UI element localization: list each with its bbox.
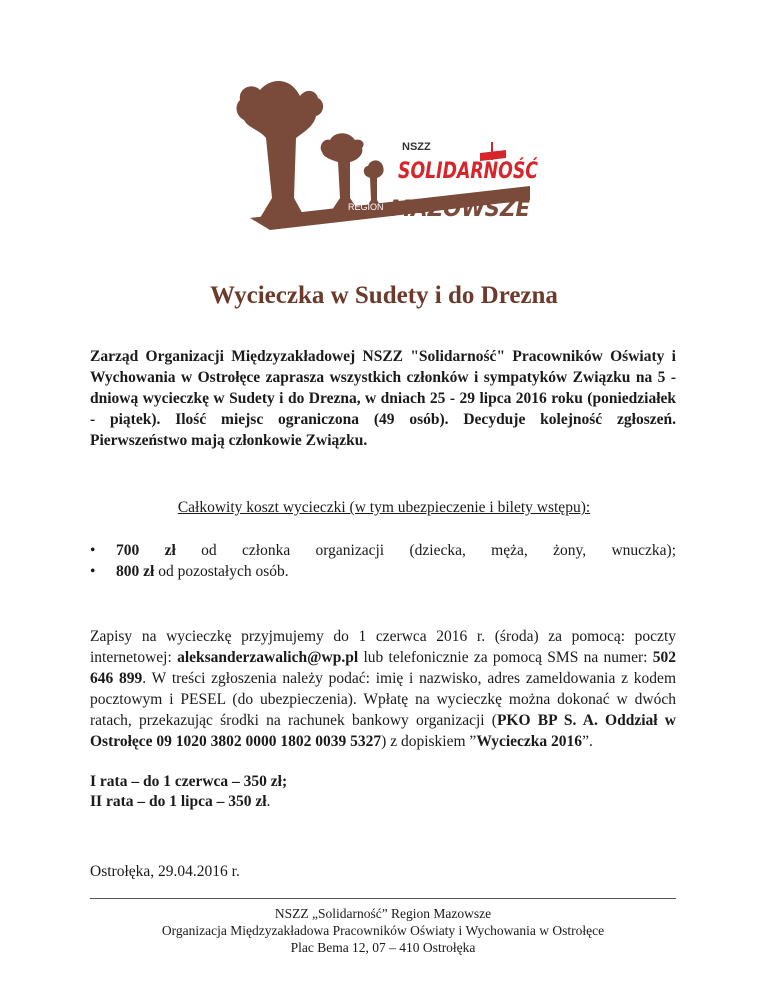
price-member-desc: od członka organizacji (dziecka, męża, żony, wnuczka); (175, 542, 677, 559)
footer-line-1: NSZZ „Solidarność” Region Mazowsze (274, 906, 492, 921)
list-item (90, 561, 676, 582)
intro-paragraph: Zarząd Organizacji Międzyzakładowej NSZZ "Solidarność" Pracowników Oświaty i Wychowania w Ostrołęce zaprasza wszystkich członków i sympatyków Związku na 5 - dniową wycieczkę w Sudety i do Drezna, w dniach 25 - 29 lipca 2016 roku (poniedziałek - piątek). Ilość miejsc ograniczona (49 osób). Decyduje kolejność zgłoszeń. Pierwszeństwo mają członkowie Związku. (90, 348, 676, 449)
footer-line-2: Organizacja Międzyzakładowa Pracowników Oświaty i Wychowania w Ostrołęce (161, 923, 605, 938)
rate-first: I rata – do 1 czerwca – 350 zł; (90, 773, 288, 790)
sms-number: 502 646 899 (90, 649, 676, 687)
page-title: Wycieczka w Sudety i do Drezna (210, 282, 558, 309)
footer (90, 898, 676, 956)
rate-second-text: II rata – do 1 lipca – 350 zł (90, 793, 267, 810)
bullet-icon: • (90, 563, 96, 580)
logo-nszz: NSZZ (402, 141, 431, 153)
body-text-4: ) z dopiskiem ” (381, 733, 477, 750)
cost-list (90, 540, 676, 582)
body-text-5: ”. (582, 733, 593, 750)
rate-second (90, 792, 287, 812)
price-other-desc: od pozostałych osób. (154, 563, 289, 580)
bank-account: PKO BP S. A. Oddział w Ostrołęce 09 1020 3802 0000 1802 0039 5327 (90, 712, 676, 750)
logo-mazowsze: MAZOWSZE (390, 197, 530, 222)
price-other: 800 zł (116, 563, 155, 580)
email-link[interactable]: aleksanderzawalich@wp.pl (177, 649, 359, 666)
bullet-icon: • (90, 542, 96, 559)
logo-solidarnosc: SOLIDARNOŚĆ (398, 159, 577, 184)
payment-tag: Wycieczka 2016 (476, 733, 583, 750)
cost-heading: Całkowity koszt wycieczki (w tym ubezpieczenie i bilety wstępu): (177, 499, 591, 516)
dateline: Ostrołęka, 29.04.2016 r. (90, 863, 240, 880)
body-text-2: lub telefonicznie za pomocą SMS na numer: (358, 649, 653, 666)
price-member: 700 zł (116, 542, 176, 559)
registration-paragraph (90, 626, 676, 752)
payment-rates (90, 772, 287, 812)
rate-second-end: . (266, 793, 271, 810)
footer-line-3: Plac Bema 12, 07 – 410 Ostrołęka (290, 940, 476, 955)
body-text-3: . W treści zgłoszenia należy podać: imię i nazwisko, adres zameldowania z kodem pocztowym i PESEL (do ubezpieczenia). Wpłatę na wycieczkę można dokonać w dwóch ratach, przekazując środki na rachunek bankowy organizacji ( (90, 670, 676, 729)
body-text-1: Zapisy na wycieczkę przyjmujemy do 1 czerwca 2016 r. (środa) za pomocą: poczty internetowej: (90, 628, 676, 666)
logo-region: REGION (348, 202, 384, 212)
list-item (90, 540, 676, 561)
solidarnosc-region-mazowsze-logo (230, 68, 577, 243)
